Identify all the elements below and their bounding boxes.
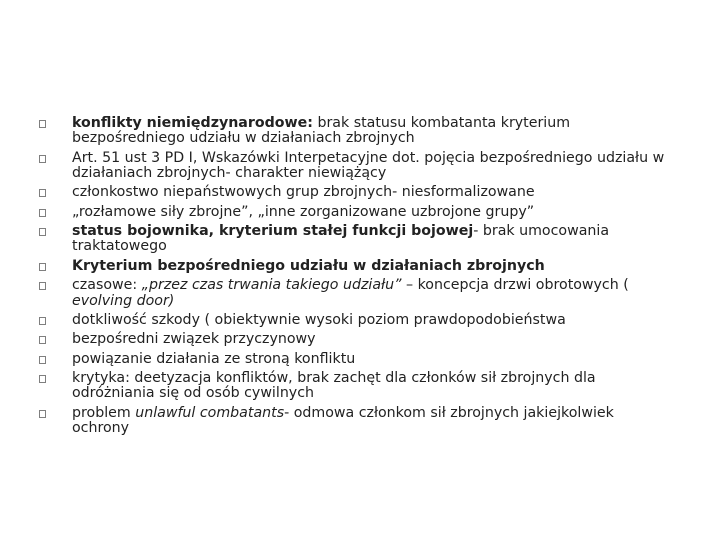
bullet-box-icon [39, 282, 46, 290]
bullet-text: powiązanie działania ze stroną konfliktu [72, 350, 356, 367]
bullet-box-icon [39, 189, 46, 197]
bullet-text: krytyka: deetyzacja konfliktów, brak zachęt dla członków sił zbrojnych dla odróżniania się od osób cywilnych [72, 370, 596, 402]
bullet-item [72, 259, 672, 274]
bullet-text: - brak umocowania traktatowego [72, 223, 610, 255]
bullet-box-icon [39, 120, 46, 128]
bullet-item [72, 278, 672, 309]
bullet-box-icon [39, 336, 46, 344]
bullet-box-icon [39, 209, 46, 217]
bullet-item [72, 371, 672, 402]
bullet-text: „rozłamowe siły zbrojne”, „inne zorganizowane uzbrojone grupy” [72, 203, 535, 220]
bullet-item [72, 313, 672, 328]
bullet-text: bezpośredni związek przyczynowy [72, 331, 316, 348]
bullet-item [72, 406, 672, 437]
bullet-list [72, 116, 672, 440]
bullet-text-italic: evolving door) [72, 292, 175, 309]
bullet-item [72, 151, 672, 182]
bullet-item [72, 116, 672, 147]
bullet-text: – koncepcja drzwi obrotowych ( [401, 277, 629, 294]
bullet-text-bold: konflikty niemiędzynarodowe: [72, 115, 313, 131]
bullet-text: Art. 51 ust 3 PD I, Wskazówki Interpetacyjne dot. pojęcia bezpośredniego udziału w działaniach zbrojnych- charakter niewiążący [72, 149, 665, 181]
bullet-text: - odmowa członkom sił zbrojnych jakiejkolwiek ochrony [72, 404, 614, 437]
bullet-text-bold: Kryterium bezpośredniego udziału w działaniach zbrojnych [72, 257, 545, 274]
bullet-text-italic: unlawful combatants [135, 404, 285, 421]
bullet-text: problem [72, 404, 136, 421]
bullet-box-icon [39, 228, 46, 236]
bullet-text: członkostwo niepaństwowych grup zbrojnych- niesformalizowane [72, 184, 535, 201]
bullet-text: czasowe: [72, 277, 142, 294]
bullet-box-icon [39, 410, 46, 418]
bullet-box-icon [39, 375, 46, 383]
bullet-item [72, 185, 672, 200]
bullet-text-bold: status bojownika, kryterium stałej funkcji bojowej [72, 223, 474, 240]
bullet-box-icon [39, 263, 46, 271]
bullet-text: dotkliwość szkody ( obiektywnie wysoki poziom prawdopodobieństwa [72, 311, 566, 328]
bullet-text: brak statusu kombatanta kryterium bezpośredniego udziału w działaniach zbrojnych [72, 115, 571, 147]
bullet-box-icon [39, 317, 46, 325]
bullet-item [72, 224, 672, 255]
bullet-box-icon [39, 155, 46, 163]
bullet-item [72, 332, 672, 347]
bullet-item [72, 352, 672, 367]
bullet-box-icon [39, 356, 46, 364]
bullet-item [72, 205, 672, 220]
bullet-text-italic: „przez czas trwania takiego udziału” [141, 277, 402, 294]
